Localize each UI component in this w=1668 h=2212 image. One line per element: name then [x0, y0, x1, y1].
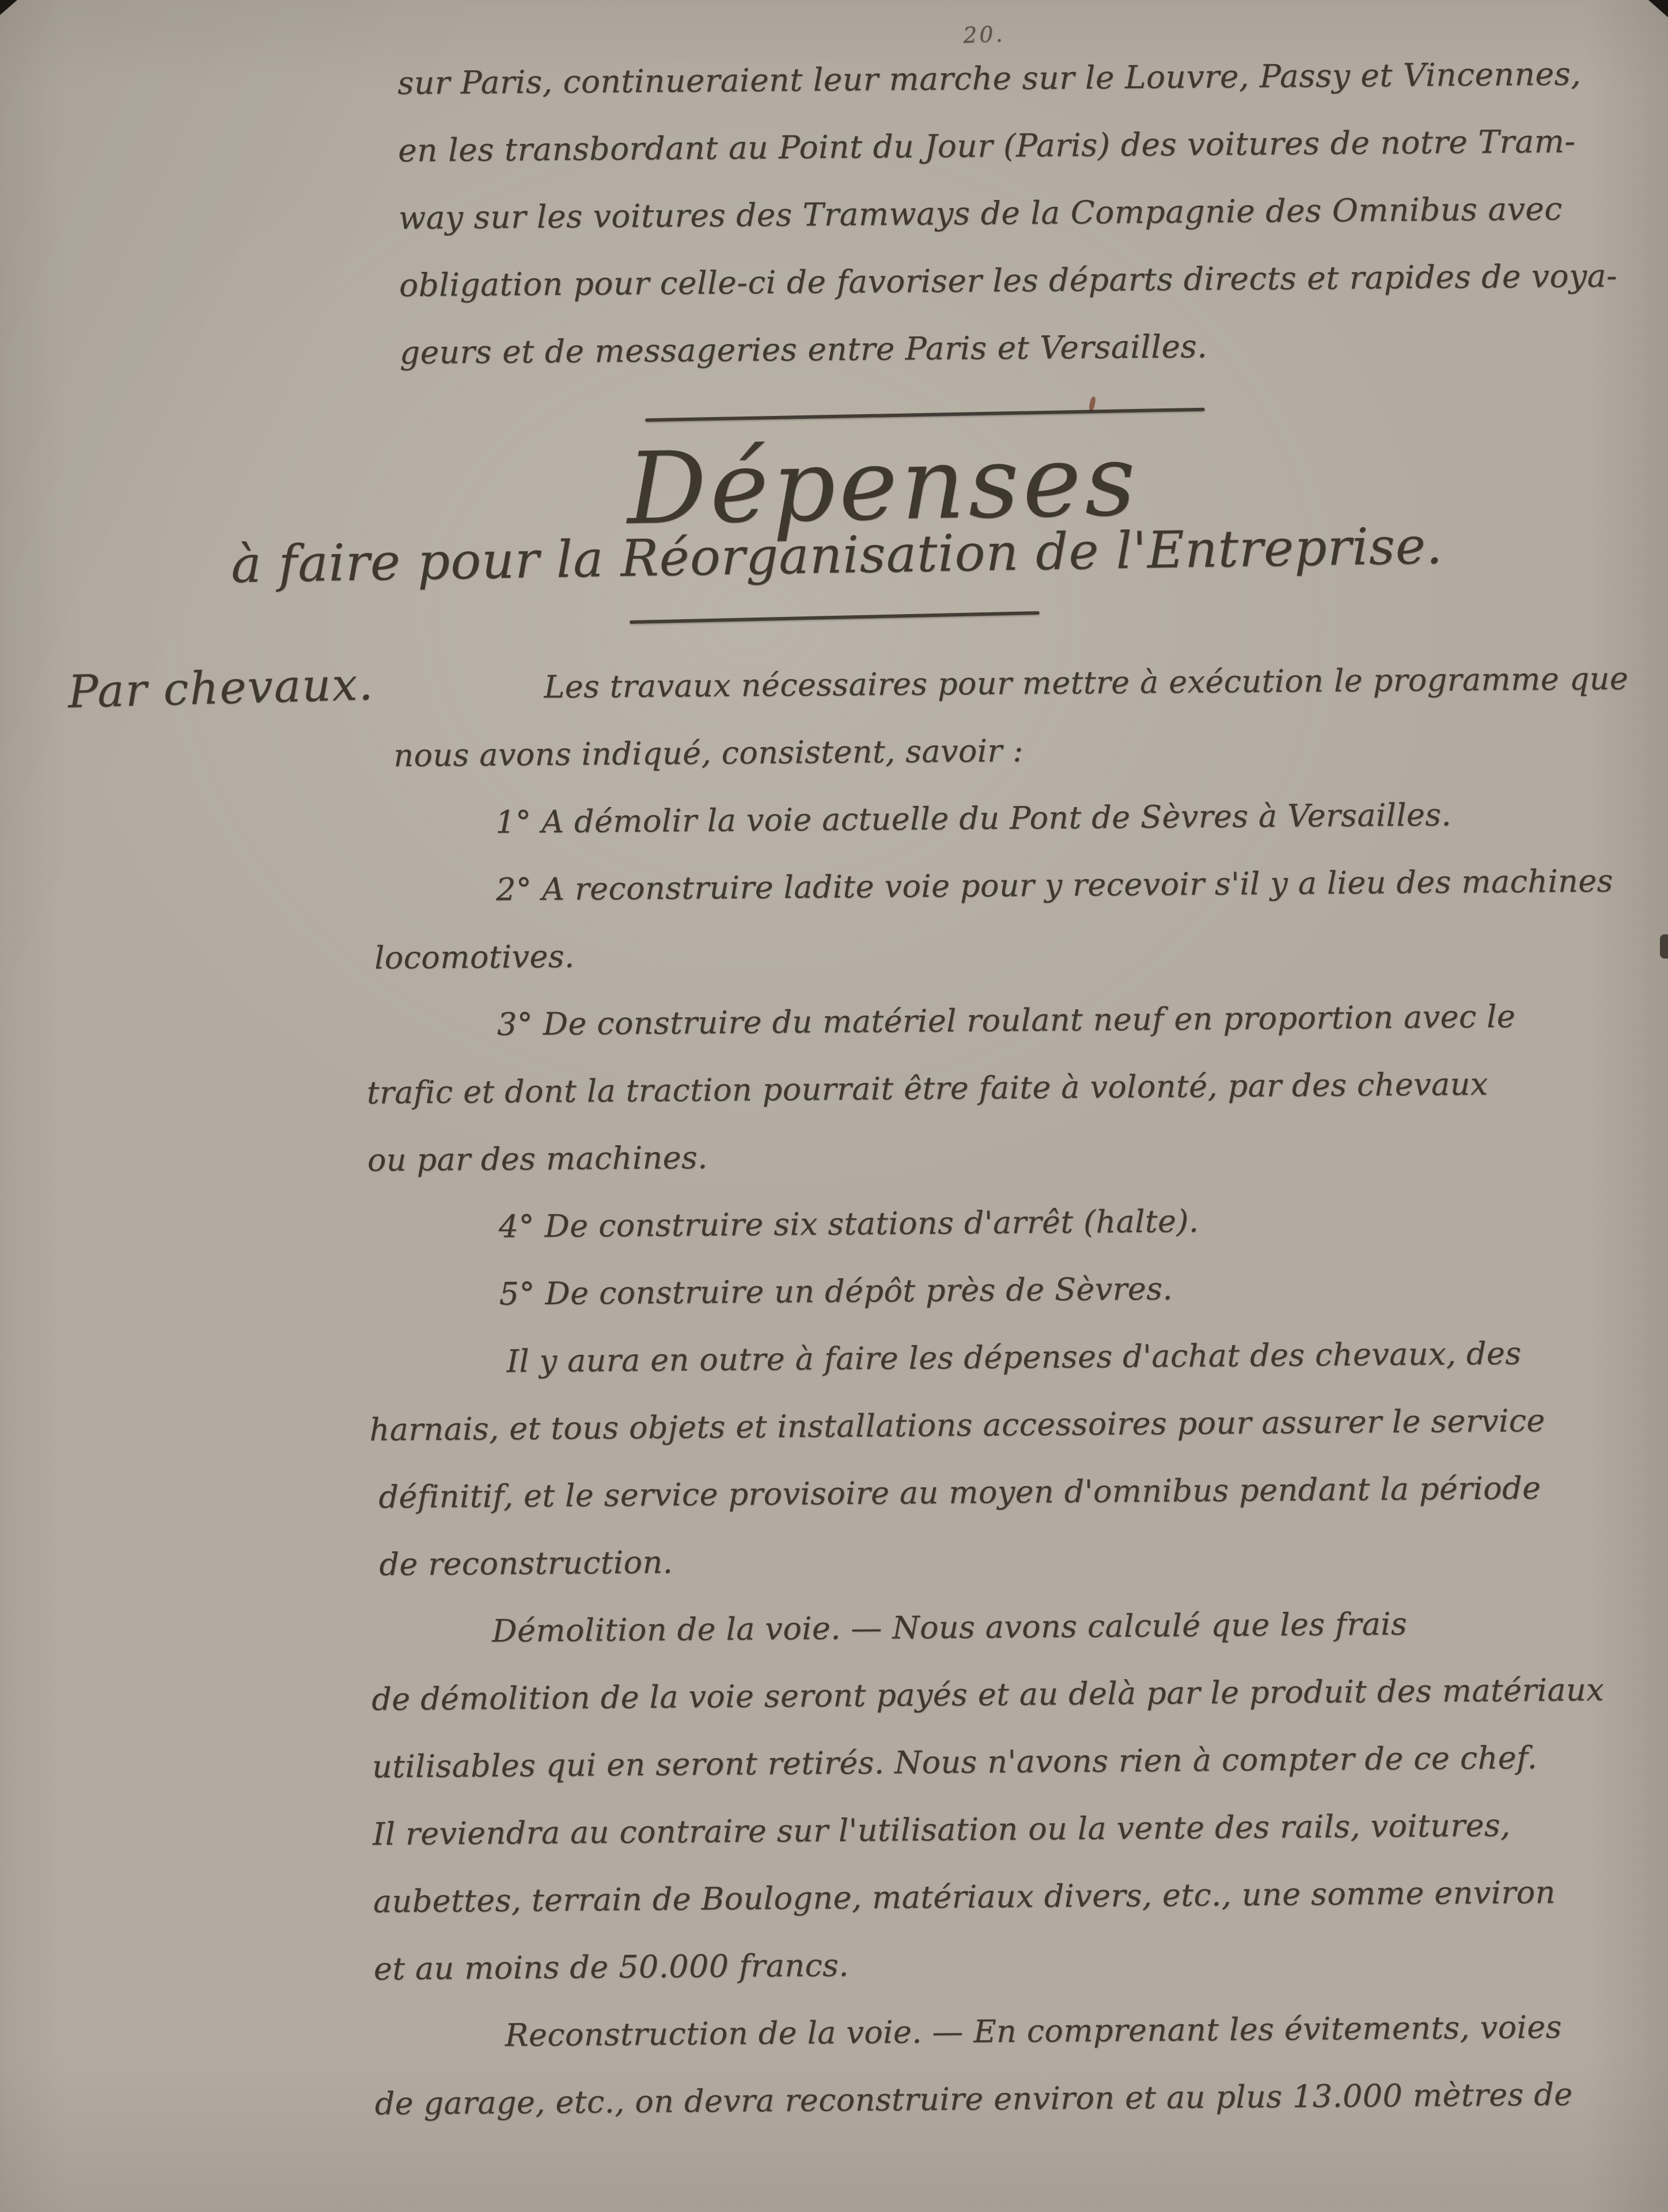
- body-text: [363, 645, 1629, 2138]
- manuscript-line: obligation pour celle-ci de favoriser les départs directs et rapides de voya-: [399, 257, 1618, 304]
- intro-paragraph: [397, 40, 1618, 387]
- manuscript-line: Il y aura en outre à faire les dépenses d'achat des chevaux, des: [506, 1335, 1522, 1380]
- manuscript-line: 5° De construire un dépôt près de Sèvres.: [499, 1270, 1173, 1312]
- manuscript-line: utilisables qui en seront retirés. Nous n'avons rien à compter de ce chef.: [371, 1739, 1538, 1785]
- subtitle-underline-rule: [630, 611, 1040, 624]
- manuscript-line: 3° De construire du matériel roulant neuf en proportion avec le: [496, 998, 1516, 1043]
- manuscript-line: de démolition de la voie seront payés et au delà par le produit des matériaux: [371, 1671, 1605, 1718]
- page-number: 20.: [962, 21, 1006, 48]
- manuscript-line: way sur les voitures des Tramways de la Compagnie des Omnibus avec: [398, 190, 1563, 237]
- manuscript-line: définitif, et le service provisoire au moyen d'omnibus pendant la période: [378, 1469, 1541, 1516]
- manuscript-line: nous avons indiqué, consistent, savoir :: [393, 732, 1023, 774]
- manuscript-line: harnais, et tous objets et installations accessoires pour assurer le service: [369, 1402, 1545, 1448]
- manuscript-line: Les travaux nécessaires pour mettre à exécution le programme que: [544, 660, 1629, 706]
- manuscript-line: de reconstruction.: [379, 1544, 673, 1583]
- manuscript-line: Démolition de la voie. — Nous avons calculé que les frais: [491, 1605, 1408, 1649]
- manuscript-line: trafic et dont la traction pourrait être faite à volonté, par des chevaux: [366, 1066, 1488, 1111]
- scan-corner-mark-top-left: [0, 0, 17, 15]
- manuscript-line: 4° De construire six stations d'arrêt (halte).: [498, 1203, 1199, 1245]
- section-title: Dépenses: [625, 422, 1140, 547]
- margin-note: Par chevaux.: [67, 658, 375, 718]
- manuscript-line: Reconstruction de la voie. — En comprenant les évitements, voies: [505, 2009, 1562, 2054]
- scan-edge-mark-right: [1660, 934, 1668, 959]
- manuscript-line: aubettes, terrain de Boulogne, matériaux divers, etc., une somme environ: [373, 1874, 1556, 1920]
- scan-corner-mark-top-right: [1648, 0, 1668, 17]
- manuscript-line: geurs et de messageries entre Paris et Versailles.: [399, 328, 1208, 372]
- manuscript-line: en les transbordant au Point du Jour (Paris) des voitures de notre Tram-: [397, 123, 1576, 169]
- manuscript-line: Il reviendra au contraire sur l'utilisation ou la vente des rails, voitures,: [372, 1806, 1511, 1853]
- section-divider-rule: [645, 408, 1205, 422]
- manuscript-line: ou par des machines.: [367, 1139, 708, 1179]
- manuscript-line: sur Paris, continueraient leur marche sur le Louvre, Passy et Vincennes,: [397, 55, 1582, 102]
- manuscript-line: locomotives.: [374, 938, 575, 976]
- manuscript-line: 2° A reconstruire ladite voie pour y recevoir s'il y a lieu des machines: [495, 862, 1613, 908]
- manuscript-line: 1° A démolir la voie actuelle du Pont de Sèvres à Versailles.: [495, 796, 1452, 840]
- manuscript-line: de garage, etc., on devra reconstruire environ et au plus 13.000 mètres de: [374, 2076, 1573, 2122]
- section-subtitle: à faire pour la Réorganisation de l'Entreprise.: [230, 516, 1443, 594]
- manuscript-line: et au moins de 50.000 francs.: [373, 1946, 849, 1987]
